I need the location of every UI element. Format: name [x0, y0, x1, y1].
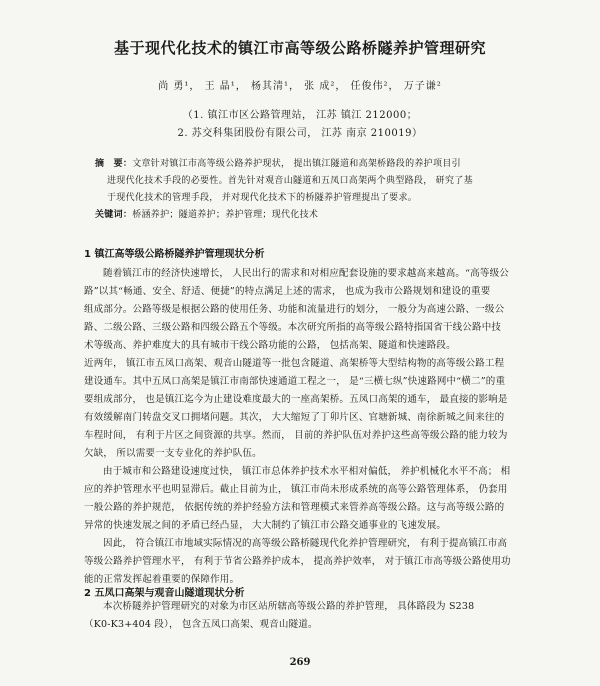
body-line: 建设通车。其中五凤口高架是镇江市南部快速通道工程之一， 是“三横七纵”快速路网中“横二”的重 [84, 376, 506, 387]
body-line: 车程时间， 有利于片区之间资源的共享。然而， 目前的养护队伍对养护这些高等级公路的能力较为 [84, 430, 508, 441]
abstract-block [95, 156, 515, 224]
body-line: 术等级高、养护难度大的具有城市干线公路功能的公路， 包括高架、隧道和快速路段。 [84, 340, 456, 351]
abstract-line: 进现代化技术手段的必要性。首先针对观音山隧道和五凤口高架两个典型路段， 研究了基 [107, 176, 473, 186]
abstract-label: 摘 要： [95, 159, 133, 169]
body-line: 一般公路的养护规范， 依据传统的养护经验方法和管理模式来管养高等级公路。这与高等级公路的 [84, 502, 505, 513]
body-line: 应的养护管理水平也明显滞后。截止目前为止， 镇江市尚未形成系统的高等公路管理体系， 仍套用 [84, 484, 508, 495]
section-2-body [84, 598, 524, 634]
body-line: （K0-K3+404 段）， 包含五凤口高架、观音山隧道。 [84, 619, 318, 630]
body-line: 要组成部分， 也是镇江迄今为止建设难度最大的一座高架桥。五凤口高架的通车， 最直接的影响是 [84, 394, 508, 405]
page-number: 269 [289, 657, 311, 668]
body-line: 近两年， 镇江市五凤口高架、观音山隧道等一批包含隧道、高架桥等大型结构物的高等级公路工程 [84, 358, 505, 369]
body-line: 本次桥隧养护管理研究的对象为市区站所辖高等级公路的养护管理， 具体路段为 S238 [103, 601, 475, 612]
section-2-heading: 2 五凤口高架与观音山隧道现状分析 [84, 588, 245, 599]
author-list: 尚 勇¹， 王 晶¹， 杨其清¹， 张 成²， 任俊伟²， 万子谦² [158, 81, 442, 92]
body-line: 路”以其“畅通、安全、舒适、便捷”的特点满足上述的需求， 也成为我市公路规划和建设的重要 [84, 286, 491, 297]
body-line: 有效缓解南门转盘交叉口拥堵问题。其次， 大大缩短了丁卯片区、官塘新城、南徐新城之间来往的 [84, 412, 505, 423]
keywords-text: 桥涵养护；隧道养护；养护管理；现代化技术 [132, 210, 319, 220]
affiliation-1: （1. 镇江市区公路管理站， 江苏 镇江 212000； [182, 110, 418, 121]
paper-title: 基于现代化技术的镇江市高等级公路桥隧养护管理研究 [113, 39, 486, 57]
body-line: 异常的快速发展之间的矛盾已经凸显， 大大制约了镇江市公路交通事业的飞速发展。 [84, 520, 447, 531]
body-line: 由于城市和公路建设速度过快， 镇江市总体养护技术水平相对偏低， 养护机械化水平不高； 相 [103, 466, 511, 477]
abstract-text: 文章针对镇江市高等级公路养护现状， 提出镇江隧道和高架桥路段的养护项目引 [132, 159, 461, 169]
affiliation-2: 2. 苏交科集团股份有限公司， 江苏 南京 210019） [177, 128, 423, 139]
keywords-line [95, 207, 515, 224]
keywords-label: 关键词： [95, 210, 133, 220]
section-1-heading: 1 镇江高等级公路桥隧养护管理现状分析 [84, 249, 265, 260]
section-1-body [84, 265, 524, 589]
body-line: 等级公路养护管理水平， 有利于节省公路养护成本， 提高养护效率， 对于镇江市高等级公路使用功 [84, 556, 511, 567]
body-line: 欠缺， 所以需要一支专业化的养护队伍。 [84, 448, 262, 459]
body-line: 组成部分。公路等级是根据公路的使用任务、功能和流量进行的划分， 一般分为高速公路、一级公 [84, 304, 505, 315]
body-line: 因此， 符合镇江市地域实际情况的高等级公路桥隧现代化养护管理研究， 有利于提高镇江市高 [103, 538, 508, 549]
abstract-line: 于现代化技术的管理手段， 并对现代化技术下的桥隧养护管理提出了要求。 [107, 193, 418, 203]
body-line: 路、二级公路、三级公路和四级公路五个等级。本次研究所指的高等级公路特指国省干线公路中技 [84, 322, 502, 333]
abstract-line [95, 156, 515, 173]
body-line: 随着镇江市的经济快速增长， 人民出行的需求和对相应配套设施的要求越高来越高。“高等级公 [103, 268, 509, 279]
body-line: 能的正常发挥起着重要的保障作用。 [84, 574, 240, 585]
